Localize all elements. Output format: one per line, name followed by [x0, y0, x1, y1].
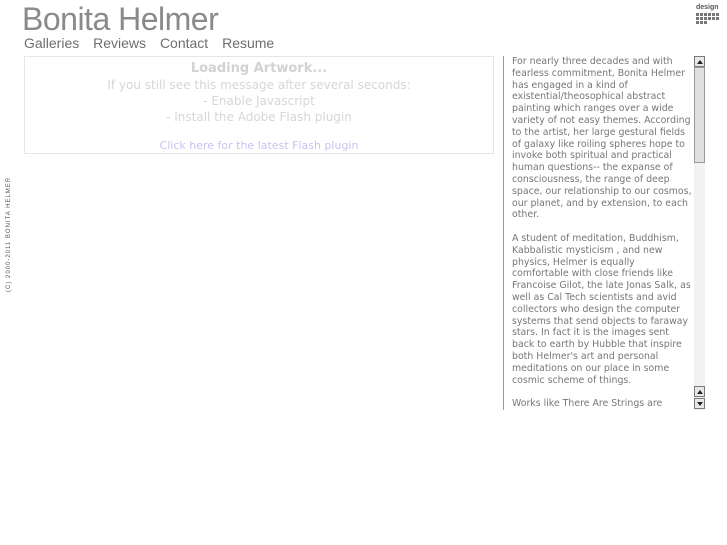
scroll-thumb[interactable]: [694, 67, 705, 163]
design-badge[interactable]: [696, 4, 724, 26]
bio-text: [512, 56, 692, 410]
flash-placeholder: [24, 56, 494, 154]
scroll-down-arrow-icon[interactable]: [694, 398, 705, 409]
flash-step-plugin: - Install the Adobe Flash plugin: [166, 110, 352, 124]
site-title: Bonita Helmer: [22, 1, 219, 37]
bio-panel: [503, 56, 705, 410]
design-badge-label: design: [696, 4, 719, 11]
flash-download-link[interactable]: Click here for the latest Flash plugin: [159, 139, 359, 152]
bio-paragraph: For nearly three decades and with fearless commitment, Bonita Helmer has engaged in a kind of existential/theosophical abstract painting which ranges over a wide variety of not easy themes. According to the artist, her large gestural fields of galaxy like roiling spheres hope to invoke both spiritual and practical human questions-- the expanse of consciousness, the range of deep space, our relationship to our cosmos, our planet, and by extension, to each other.: [512, 56, 692, 221]
bio-scrollbar[interactable]: [694, 56, 705, 410]
nav-resume[interactable]: Resume: [222, 35, 275, 51]
nav-galleries[interactable]: Galleries: [24, 35, 80, 51]
nav-contact[interactable]: Contact: [159, 35, 209, 51]
scroll-up-arrow-icon[interactable]: [694, 386, 705, 397]
copyright-vertical: (C) 2000-2011 BONITA HELMER: [6, 176, 12, 292]
loading-message: Loading Artwork...: [190, 61, 328, 76]
flash-instructions: If you still see this message after several seconds:: [107, 78, 411, 92]
bio-paragraph: A student of meditation, Buddhism, Kabbalistic mysticism , and new physics, Helmer is equally comfortable with close friends like Francoise Gilot, the late Jonas Salk, as well as Cal Tech scientists and avid collectors who design the computer systems that send objects to faraway stars. In fact it is the images sent back to earth by Hubble that inspire both Helmer's art and personal meditations on our place in some cosmic scheme of things.: [512, 232, 691, 386]
scroll-up-button[interactable]: [694, 56, 705, 67]
main-nav: [24, 35, 284, 51]
flash-step-javascript: - Enable Javascript: [203, 94, 315, 108]
design-grid-icon: [696, 13, 724, 24]
bio-paragraph: Works like There Are Strings are: [512, 398, 663, 410]
nav-reviews[interactable]: Reviews: [93, 35, 147, 51]
